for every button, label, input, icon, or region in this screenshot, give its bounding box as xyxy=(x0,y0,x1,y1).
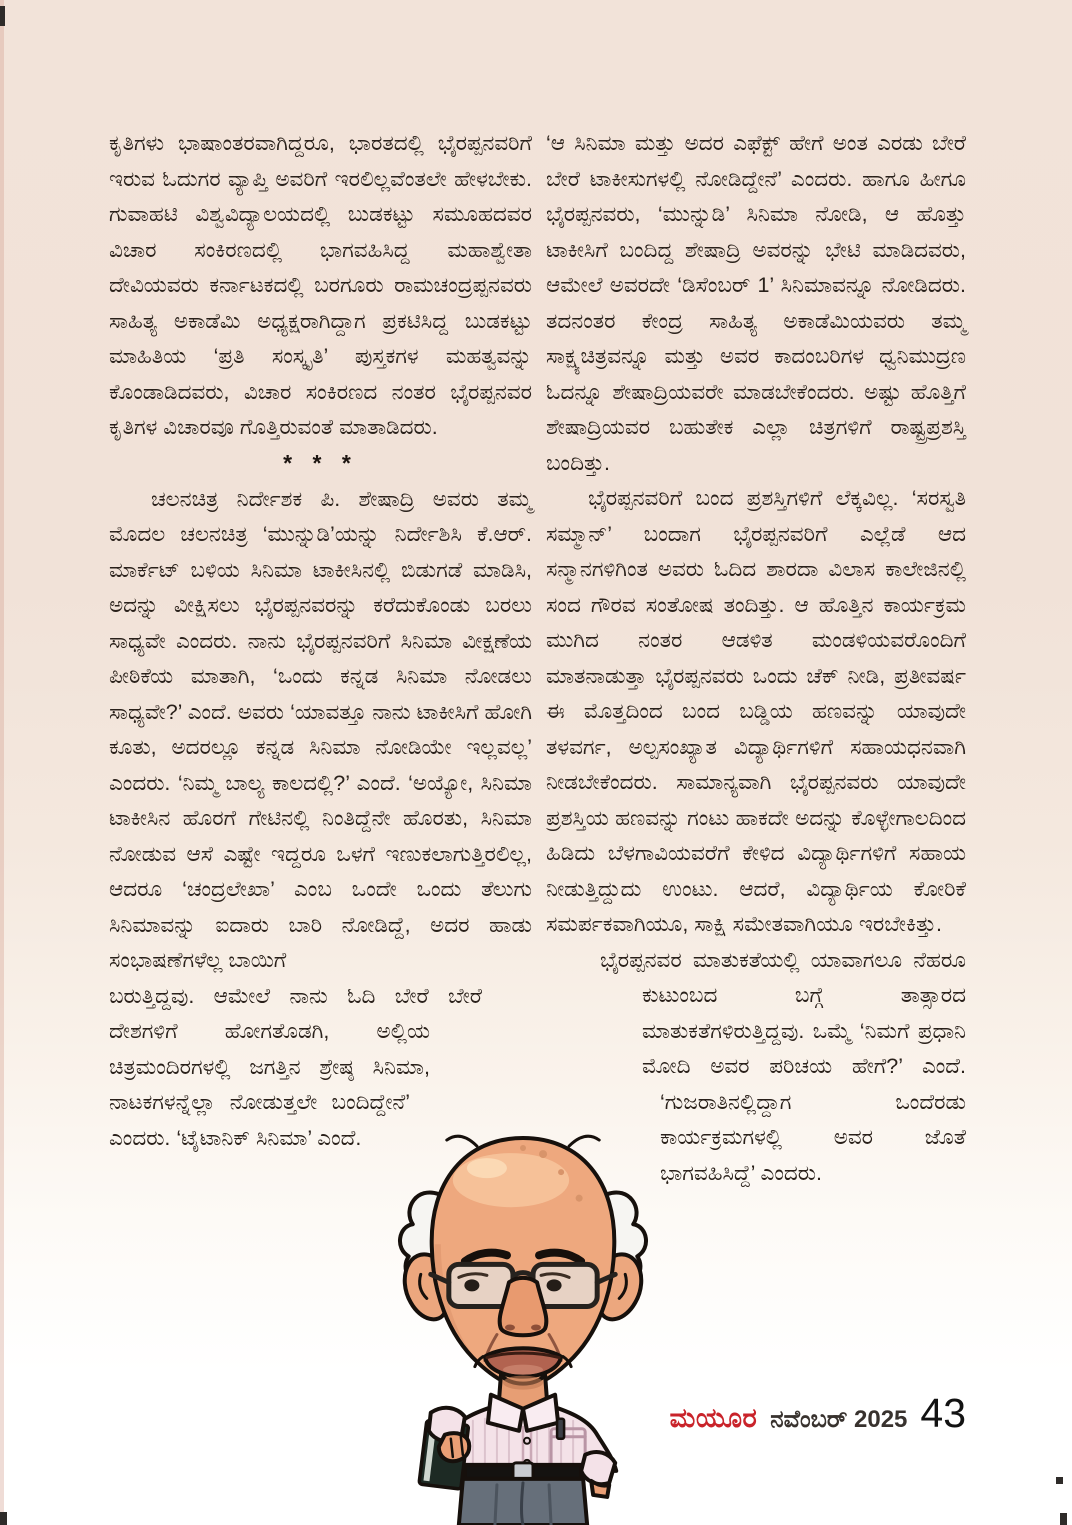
nose xyxy=(500,1278,547,1335)
paragraph xyxy=(109,126,532,446)
left-edge-shade xyxy=(0,0,4,1525)
paragraph-text: ಕೃತಿಗಳು ಭಾಷಾಂತರವಾಗಿದ್ದರೂ, ಭಾರತದಲ್ಲಿ ಭೈರಪ್ಪನವರಿಗೆ ಇರುವ ಓದುಗರ ವ್ಯಾಪ್ತಿ ಅವರಿಗೆ ಇರಲಿಲ್ಲವೆಂತಲೇ ಹೇಳಬೇಕು. ಗುವಾಹಟಿ ವಿಶ್ವವಿದ್ಯಾಲಯದಲ್ಲಿ ಬುಡಕಟ್ಟು ಸಮೂಹದವರ ವಿಚಾರ ಸಂಕಿರಣದಲ್ಲಿ ಭಾಗವಹಿಸಿದ್ದ ಮಹಾಶ್ವೇತಾ ದೇವಿಯವರು ಕರ್ನಾಟಕದಲ್ಲಿ ಬರಗೂರು ರಾಮಚಂದ್ರಪ್ಪನವರು ಸಾಹಿತ್ಯ ಅಕಾಡೆಮಿ ಅಧ್ಯಕ್ಷರಾಗಿದ್ದಾಗ ಪ್ರಕಟಿಸಿದ್ದ ಬುಡಕಟ್ಟು ಮಾಹಿತಿಯ ‘ಪ್ರತಿ ಸಂಸ್ಕೃತಿ’ ಪುಸ್ತಕಗಳ ಮಹತ್ವವನ್ನು ಕೊಂಡಾಡಿದವರು, ವಿಚಾರ ಸಂಕಿರಣದ ನಂತರ ಭೈರಪ್ಪನವರ ಕೃತಿಗಳ ವಿಚಾರವೂ ಗೊತ್ತಿರುವಂತೆ ಮಾತಾಡಿದರು. xyxy=(109,131,532,439)
crop-mark xyxy=(0,1512,7,1525)
left-column xyxy=(109,126,532,1247)
hand-in-pocket xyxy=(581,1452,615,1497)
figure-wrap-spacer xyxy=(430,1015,532,1087)
issue-date: ನವೆಂಬರ್ 2025 xyxy=(770,1406,908,1433)
paragraph-text: ಭೈರಪ್ಪನವರಿಗೆ ಬಂದ ಪ್ರಶಸ್ತಿಗಳಿಗೆ ಲೆಕ್ಕವಿಲ್ಲ. ‘ಸರಸ್ವತಿ ಸಮ್ಮಾನ್’ ಬಂದಾಗ ಭೈರಪ್ಪನವರಿಗೆ ಎಲ್ಲೆಡೆ ಆದ ಸನ್ಮಾನಗಳಿಗಿಂತ ಅವರು ಓದಿದ ಶಾರದಾ ವಿಲಾಸ ಕಾಲೇಜಿನಲ್ಲಿ ಸಂದ ಗೌರವ ಸಂತೋಷ ತಂದಿತ್ತು. ಆ ಹೊತ್ತಿನ ಕಾರ್ಯಕ್ರಮ ಮುಗಿದ ನಂತರ ಆಡಳಿತ ಮಂಡಳಿಯವರೊಂದಿಗೆ ಮಾತನಾಡುತ್ತಾ ಭೈರಪ್ಪನವರು ಒಂದು ಚೆಕ್ ನೀಡಿ, ಪ್ರತೀವರ್ಷ ಈ ಮೊತ್ತದಿಂದ ಬಂದ ಬಡ್ಡಿಯ ಹಣವನ್ನು ಯಾವುದೇ ತಳವರ್ಗ, ಅಲ್ಪಸಂಖ್ಯಾತ ವಿದ್ಯಾರ್ಥಿಗಳಿಗೆ ಸಹಾಯಧನವಾಗಿ ನೀಡಬೇಕೆಂದರು. ಸಾಮಾನ್ಯವಾಗಿ ಭೈರಪ್ಪನವರು ಯಾವುದೇ ಪ್ರಶಸ್ತಿಯ ಹಣವನ್ನು ಗಂಟು ಹಾಕದೇ ಅದನ್ನು ಕೊಳ್ಳೇಗಾಲದಿಂದ ಹಿಡಿದು ಬೆಳಗಾವಿಯವರೆಗೆ ಕೇಳಿದ ವಿದ್ಯಾರ್ಥಿಗಳಿಗೆ ಸಹಾಯ ನೀಡುತ್ತಿದ್ದುದು ಉಂಟು. ಆದರೆ, ವಿದ್ಯಾರ್ಥಿಯ ಕೋರಿಕೆ ಸಮರ್ಪಕವಾಗಿಯೂ, ಸಾಕ್ಷಿ ಸಮೇತವಾಗಿಯೂ ಇರಬೇಕಿತ್ತು. xyxy=(546,486,966,936)
paragraph xyxy=(546,126,966,481)
author-caricature-illustration xyxy=(368,1124,678,1525)
page-number: 43 xyxy=(920,1390,966,1436)
page-footer xyxy=(670,1390,966,1437)
crop-mark xyxy=(0,6,5,26)
right-column xyxy=(546,126,966,1235)
section-separator: * * * xyxy=(283,449,358,476)
figure-wrap-spacer xyxy=(482,979,532,1015)
pocket-pen xyxy=(557,1419,564,1439)
crop-mark xyxy=(1056,1477,1063,1484)
magazine-name: ಮಯೂರ xyxy=(669,1403,758,1433)
paragraph-text: ಭೈರಪ್ಪನವರ ಮಾತುಕತೆಯಲ್ಲಿ ಯಾವಾಗಲೂ ನೆಹರೂ ಕುಟುಂಬದ ಬಗ್ಗೆ ತಾತ್ಸಾರದ ಮಾತುಕತೆಗಳಿರುತ್ತಿದ್ದವು. ಒಮ್ಮೆ ‘ನಿಮಗೆ ಪ್ರಧಾನಿ ಮೋದಿ ಅವರ ಪರಿಚಯ ಹೇಗೆ?’ ಎಂದೆ. ‘ಗುಜರಾತಿನಲ್ಲಿದ್ದಾಗ ಒಂದೆರಡು ಕಾರ್ಯಕ್ರಮಗಳಲ್ಲಿ ಅವರ ಜೊತೆ ಭಾಗವಹಿಸಿದ್ದೆ’ ಎಂದರು. xyxy=(600,947,966,1185)
trousers xyxy=(459,1479,587,1525)
paragraph xyxy=(109,482,532,979)
paragraph-text: ಚಲನಚಿತ್ರ ನಿರ್ದೇಶಕ ಪಿ. ಶೇಷಾದ್ರಿ ಅವರು ತಮ್ಮ ಮೊದಲ ಚಲನಚಿತ್ರ ‘ಮುನ್ನುಡಿ’ಯನ್ನು ನಿರ್ದೇಶಿಸಿ ಕೆ.ಆರ್. ಮಾರ್ಕೆಟ್ ಬಳಿಯ ಸಿನಿಮಾ ಟಾಕೀಸಿನಲ್ಲಿ ಬಿಡುಗಡೆ ಮಾಡಿಸಿ, ಅದನ್ನು ವೀಕ್ಷಿಸಲು ಭೈರಪ್ಪನವರನ್ನು ಕರೆದುಕೊಂಡು ಬರಲು ಸಾಧ್ಯವೇ ಎಂದರು. ನಾನು ಭೈರಪ್ಪನವರಿಗೆ ಸಿನಿಮಾ ವೀಕ್ಷಣೆಯ ಪೀಠಿಕೆಯ ಮಾತಾಗಿ, ‘ಒಂದು ಕನ್ನಡ ಸಿನಿಮಾ ನೋಡಲು ಸಾಧ್ಯವೇ?’ ಎಂದೆ. ಅವರು ‘ಯಾವತ್ತೂ ನಾನು ಟಾಕೀಸಿಗೆ ಹೋಗಿ ಕೂತು, ಅದರಲ್ಲೂ ಕನ್ನಡ ಸಿನಿಮಾ ನೋಡಿಯೇ ಇಲ್ಲವಲ್ಲ’ ಎಂದರು. ‘ನಿಮ್ಮ ಬಾಲ್ಯ ಕಾಲದಲ್ಲಿ?’ ಎಂದೆ. ‘ಅಯ್ಯೋ, ಸಿನಿಮಾ ಟಾಕೀಸಿನ ಹೊರಗೆ ಗೇಟಿನಲ್ಲಿ ನಿಂತಿದ್ದೆನೇ ಹೊರತು, ಸಿನಿಮಾ ನೋಡುವ ಆಸೆ ಎಷ್ಟೇ ಇದ್ದರೂ ಒಳಗೆ ಇಣುಕಲಾಗುತ್ತಿರಲಿಲ್ಲ, ಆದರೂ ‘ಚಂದ್ರಲೇಖಾ’ ಎಂಬ ಒಂದೇ ಒಂದು ತೆಲುಗು ಸಿನಿಮಾವನ್ನು ಐದಾರು ಬಾರಿ ನೋಡಿದ್ದೆ, ಅದರ ಹಾಡು ಸಂಭಾಷಣೆಗಳೆಲ್ಲ ಬಾಯಿಗೆ xyxy=(109,486,532,972)
paragraph-text: ‘ಆ ಸಿನಿಮಾ ಮತ್ತು ಅದರ ಎಫೆಕ್ಟ್ ಹೇಗೆ ಅಂತ ಎರಡು ಬೇರೆ ಬೇರೆ ಟಾಕೀಸುಗಳಲ್ಲಿ ನೋಡಿದ್ದೇನೆ’ ಎಂದರು. ಹಾಗೂ ಹೀಗೂ ಭೈರಪ್ಪನವರು, ‘ಮುನ್ನುಡಿ’ ಸಿನಿಮಾ ನೋಡಿ, ಆ ಹೊತ್ತು ಟಾಕೀಸಿಗೆ ಬಂದಿದ್ದ ಶೇಷಾದ್ರಿ ಅವರನ್ನು ಭೇಟಿ ಮಾಡಿದವರು, ಆಮೇಲೆ ಅವರದೇ ‘ಡಿಸೆಂಬರ್ 1’ ಸಿನಿಮಾವನ್ನೂ ನೋಡಿದರು. ತದನಂತರ ಕೇಂದ್ರ ಸಾಹಿತ್ಯ ಅಕಾಡೆಮಿಯವರು ತಮ್ಮ ಸಾಕ್ಷ್ಯಚಿತ್ರವನ್ನೂ ಮತ್ತು ಅವರ ಕಾದಂಬರಿಗಳ ಧ್ವನಿಮುದ್ರಣ ಓದನ್ನೂ ಶೇಷಾದ್ರಿಯವರೇ ಮಾಡಬೇಕೆಂದರು. ಅಷ್ಟು ಹೊತ್ತಿಗೆ ಶೇಷಾದ್ರಿಯವರ ಬಹುತೇಕ ಎಲ್ಲಾ ಚಿತ್ರಗಳಿಗೆ ರಾಷ್ಟ್ರಪ್ರಶಸ್ತಿ ಬಂದಿತ್ತು. xyxy=(546,131,966,475)
paragraph-text: ಬರುತ್ತಿದ್ದವು. ಆಮೇಲೆ ನಾನು ಓದಿ ಬೇರೆ ಬೇರೆ ದೇಶಗಳಿಗೆ ಹೋಗತೊಡಗಿ, ಅಲ್ಲಿಯ ಚಿತ್ರಮಂದಿರಗಳಲ್ಲಿ ಜಗತ್ತಿನ ಶ್ರೇಷ್ಠ ಸಿನಿಮಾ, ನಾಟಕಗಳನ್ನೆಲ್ಲಾ ನೋಡುತ್ತಲೇ ಬಂದಿದ್ದೇನೆ’ ಎಂದರು. ‘ಟೈಟಾನಿಕ್ ಸಿನಿಮಾ’ ಎಂದೆ. xyxy=(109,983,482,1150)
paragraph xyxy=(546,481,966,943)
figure-wrap-spacer xyxy=(546,943,600,979)
figure-wrap-spacer xyxy=(546,979,642,1085)
crop-mark xyxy=(1060,1513,1067,1525)
